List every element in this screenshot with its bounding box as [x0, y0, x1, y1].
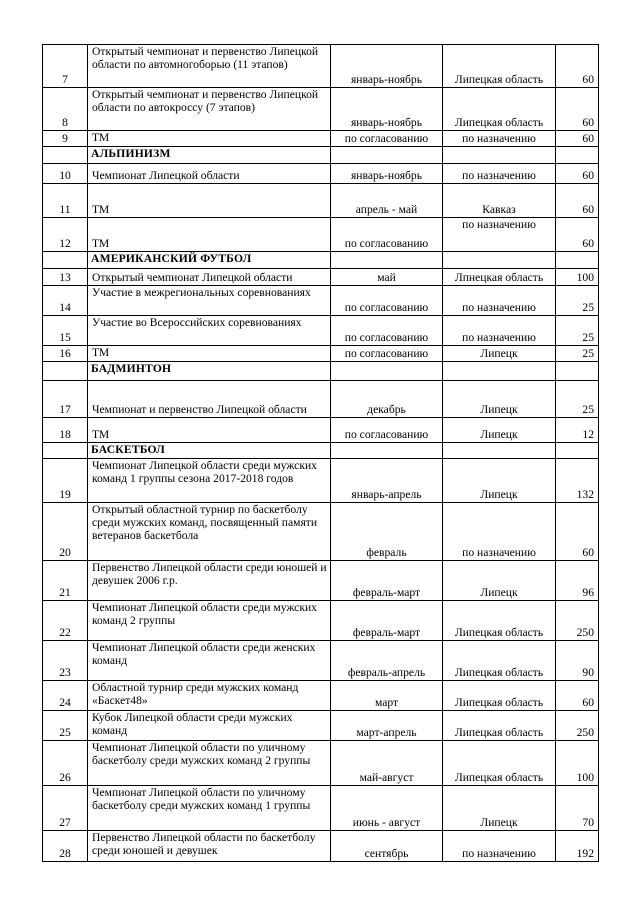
event-row	[43, 741, 599, 786]
event-number: 26	[43, 741, 88, 786]
event-number: 13	[43, 269, 88, 286]
event-place: Липецкая область	[443, 641, 556, 681]
event-place: Липецк	[443, 346, 556, 362]
event-place: Липецкая область	[443, 741, 556, 786]
event-number: 21	[43, 561, 88, 601]
event-date: январь-апрель	[331, 459, 443, 503]
event-name: Открытый чемпионат и первенство Липецкой области по автокроссу (7 этапов)	[88, 88, 331, 131]
event-number: 15	[43, 316, 88, 346]
event-date: по согласованию	[331, 218, 443, 252]
event-name: Участие во Всероссийских соревнованиях	[88, 316, 331, 346]
event-name: ТМ	[88, 418, 331, 443]
event-participants: 60	[556, 88, 599, 131]
event-name: ТМ	[88, 346, 331, 362]
event-date: июнь - август	[331, 786, 443, 831]
event-date: март-апрель	[331, 711, 443, 741]
event-date: февраль-март	[331, 561, 443, 601]
event-place: по назначению	[443, 131, 556, 147]
event-date: январь-ноябрь	[331, 164, 443, 184]
event-place: по назначению	[443, 503, 556, 561]
event-date: по согласованию	[331, 286, 443, 316]
event-row	[43, 164, 599, 184]
event-number: 20	[43, 503, 88, 561]
event-date: февраль	[331, 503, 443, 561]
event-date: май-август	[331, 741, 443, 786]
event-number: 8	[43, 88, 88, 131]
event-name: ТМ	[88, 218, 331, 252]
event-row	[43, 346, 599, 362]
event-participants: 100	[556, 269, 599, 286]
event-place: Кавказ	[443, 184, 556, 218]
event-number: 22	[43, 601, 88, 641]
event-row	[43, 418, 599, 443]
event-place: по назначению	[443, 831, 556, 862]
event-place: по назначению	[443, 218, 556, 252]
event-date: февраль-март	[331, 601, 443, 641]
event-participants: 60	[556, 131, 599, 147]
section-date-cell	[331, 252, 443, 269]
event-name: Чемпионат и первенство Липецкой области	[88, 381, 331, 418]
section-number-cell	[43, 362, 88, 381]
event-row	[43, 184, 599, 218]
event-number: 18	[43, 418, 88, 443]
event-date: май	[331, 269, 443, 286]
event-number: 7	[43, 45, 88, 88]
event-name: Участие в межрегиональных соревнованиях	[88, 286, 331, 316]
event-name: Чемпионат Липецкой области среди женских команд	[88, 641, 331, 681]
event-participants: 70	[556, 786, 599, 831]
section-count-cell	[556, 252, 599, 269]
event-date: сентябрь	[331, 831, 443, 862]
section-number-cell	[43, 443, 88, 459]
section-count-cell	[556, 362, 599, 381]
event-date: март	[331, 681, 443, 711]
section-title: АЛЬПИНИЗМ	[88, 147, 331, 164]
event-number: 16	[43, 346, 88, 362]
section-row	[43, 362, 599, 381]
section-title: БАСКЕТБОЛ	[88, 443, 331, 459]
event-row	[43, 88, 599, 131]
event-participants: 12	[556, 418, 599, 443]
event-row	[43, 561, 599, 601]
event-row	[43, 786, 599, 831]
event-number: 19	[43, 459, 88, 503]
event-date: по согласованию	[331, 346, 443, 362]
event-place: Липецк	[443, 459, 556, 503]
event-place: Липецк	[443, 786, 556, 831]
event-date: апрель - май	[331, 184, 443, 218]
section-place-cell	[443, 443, 556, 459]
event-participants: 60	[556, 681, 599, 711]
event-name: Чемпионат Липецкой области по уличному баскетболу среди мужских команд 2 группы	[88, 741, 331, 786]
event-row	[43, 286, 599, 316]
event-participants: 100	[556, 741, 599, 786]
events-table	[42, 44, 599, 862]
event-number: 11	[43, 184, 88, 218]
section-row	[43, 443, 599, 459]
section-count-cell	[556, 147, 599, 164]
event-row	[43, 503, 599, 561]
event-participants: 96	[556, 561, 599, 601]
event-place: по назначению	[443, 286, 556, 316]
section-place-cell	[443, 362, 556, 381]
section-title: АМЕРИКАНСКИЙ ФУТБОЛ	[88, 252, 331, 269]
event-place: Липецк	[443, 418, 556, 443]
event-row	[43, 681, 599, 711]
section-count-cell	[556, 443, 599, 459]
event-place: Липецк	[443, 561, 556, 601]
event-participants: 60	[556, 218, 599, 252]
event-place: Липецк	[443, 381, 556, 418]
event-place: Липецкая область	[443, 711, 556, 741]
event-participants: 250	[556, 601, 599, 641]
section-row	[43, 252, 599, 269]
events-table-body	[43, 45, 599, 862]
event-number: 17	[43, 381, 88, 418]
event-participants: 25	[556, 286, 599, 316]
section-place-cell	[443, 147, 556, 164]
event-number: 14	[43, 286, 88, 316]
section-date-cell	[331, 362, 443, 381]
event-row	[43, 831, 599, 862]
section-title: БАДМИНТОН	[88, 362, 331, 381]
event-name: Чемпионат Липецкой области среди мужских команд 1 группы сезона 2017-2018 годов	[88, 459, 331, 503]
event-name: ТМ	[88, 184, 331, 218]
event-participants: 60	[556, 45, 599, 88]
event-date: по согласованию	[331, 316, 443, 346]
event-place: Лпнецкая область	[443, 269, 556, 286]
event-row	[43, 269, 599, 286]
section-number-cell	[43, 147, 88, 164]
event-number: 9	[43, 131, 88, 147]
event-participants: 60	[556, 164, 599, 184]
event-row	[43, 381, 599, 418]
event-participants: 25	[556, 346, 599, 362]
event-participants: 250	[556, 711, 599, 741]
event-name: Чемпионат Липецкой области среди мужских команд 2 группы	[88, 601, 331, 641]
event-place: Липецкая область	[443, 88, 556, 131]
event-row	[43, 711, 599, 741]
event-name: Первенство Липецкой области среди юношей и девушек 2006 г.р.	[88, 561, 331, 601]
event-row	[43, 316, 599, 346]
event-place: Липецкая область	[443, 681, 556, 711]
event-place: по назначению	[443, 164, 556, 184]
event-participants: 192	[556, 831, 599, 862]
event-participants: 60	[556, 503, 599, 561]
event-name: ТМ	[88, 131, 331, 147]
event-row	[43, 459, 599, 503]
event-participants: 90	[556, 641, 599, 681]
event-participants: 25	[556, 316, 599, 346]
event-name: Открытый чемпионат и первенство Липецкой области по автомногоборью (11 этапов)	[88, 45, 331, 88]
event-name: Открытый областной турнир по баскетболу среди мужских команд, посвященный памяти ветеранов баскетбола	[88, 503, 331, 561]
section-date-cell	[331, 147, 443, 164]
event-name: Открытый чемпионат Липецкой области	[88, 269, 331, 286]
section-date-cell	[331, 443, 443, 459]
event-place: Липецкая область	[443, 601, 556, 641]
section-number-cell	[43, 252, 88, 269]
section-place-cell	[443, 252, 556, 269]
event-row	[43, 131, 599, 147]
event-participants: 132	[556, 459, 599, 503]
event-participants: 60	[556, 184, 599, 218]
event-row	[43, 45, 599, 88]
event-date: январь-ноябрь	[331, 45, 443, 88]
event-name: Чемпионат Липецкой области по уличному баскетболу среди мужских команд 1 группы	[88, 786, 331, 831]
event-number: 27	[43, 786, 88, 831]
event-row	[43, 641, 599, 681]
event-number: 28	[43, 831, 88, 862]
event-name: Чемпионат Липецкой области	[88, 164, 331, 184]
event-number: 10	[43, 164, 88, 184]
section-row	[43, 147, 599, 164]
event-name: Областной турнир среди мужских команд «Баскет48»	[88, 681, 331, 711]
event-name: Кубок Липецкой области среди мужских команд	[88, 711, 331, 741]
event-name: Первенство Липецкой области по баскетболу среди юношей и девушек	[88, 831, 331, 862]
event-date: декабрь	[331, 381, 443, 418]
event-number: 12	[43, 218, 88, 252]
event-date: по согласованию	[331, 131, 443, 147]
event-date: февраль-апрель	[331, 641, 443, 681]
event-place: по назначению	[443, 316, 556, 346]
event-number: 25	[43, 711, 88, 741]
event-number: 24	[43, 681, 88, 711]
event-number: 23	[43, 641, 88, 681]
event-participants: 25	[556, 381, 599, 418]
event-row	[43, 601, 599, 641]
event-place: Липецкая область	[443, 45, 556, 88]
event-date: январь-ноябрь	[331, 88, 443, 131]
event-date: по согласованию	[331, 418, 443, 443]
event-row	[43, 218, 599, 252]
